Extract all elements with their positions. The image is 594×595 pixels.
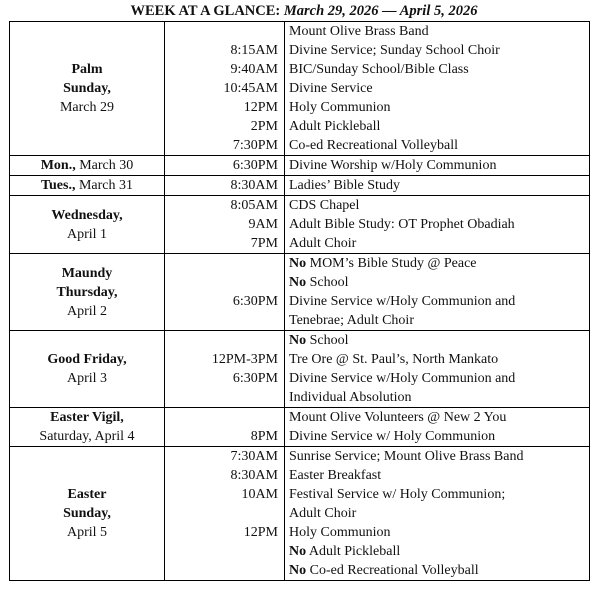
event-time: 7:30AM — [230, 449, 278, 464]
event-item — [289, 466, 589, 485]
event-text: Mount Olive Volunteers @ New 2 You — [289, 410, 507, 425]
event-item — [289, 447, 589, 466]
schedule-body — [10, 22, 590, 581]
day-row — [10, 331, 590, 408]
event-time — [165, 504, 278, 523]
day-cell — [10, 176, 165, 196]
event-text: Adult Bible Study: OT Prophet Obadiah — [289, 217, 515, 232]
event-time: 9AM — [248, 217, 278, 232]
event-time: 12PM-3PM — [211, 352, 278, 367]
day-date: April 5 — [66, 525, 108, 540]
day-name-continued: Sunday, — [63, 81, 111, 96]
times-cell — [165, 22, 285, 156]
event-time: 12PM — [243, 100, 278, 115]
event-item — [289, 60, 589, 79]
event-text: BIC/Sunday School/Bible Class — [289, 62, 469, 77]
events-cell — [285, 176, 590, 196]
event-text: CDS Chapel — [289, 198, 360, 213]
event-item — [289, 215, 589, 234]
event-item — [289, 388, 589, 407]
day-cell — [10, 196, 165, 254]
event-text: Co-ed Recreational Volleyball — [289, 138, 458, 153]
day-name: Tues., — [40, 178, 76, 193]
schedule-table — [9, 21, 590, 581]
event-time: 2PM — [250, 119, 278, 134]
event-time: 6:30PM — [232, 158, 278, 173]
event-time — [165, 561, 278, 580]
day-date: April 2 — [66, 303, 108, 319]
event-text: Festival Service w/ Holy Communion; — [289, 487, 506, 502]
title-label: WEEK AT A GLANCE: — [130, 3, 281, 19]
event-text: Sunrise Service; Mount Olive Brass Band — [289, 449, 524, 464]
event-item — [289, 196, 589, 215]
event-time — [165, 22, 278, 41]
event-time — [165, 408, 278, 427]
title-dates: March 29, 2026 — April 5, 2026 — [283, 3, 478, 19]
event-item — [289, 504, 589, 523]
times-cell — [165, 447, 285, 581]
event-text: Divine Service w/ Holy Communion — [289, 429, 496, 444]
event-no-prefix: No — [289, 544, 307, 559]
events-cell — [285, 254, 590, 331]
event-time: 7:30PM — [232, 138, 278, 153]
event-time: 8:15AM — [230, 43, 278, 58]
day-name-continued: Sunday, — [63, 506, 111, 521]
event-time: 6:30PM — [232, 294, 278, 309]
day-name: Palm — [71, 62, 103, 77]
day-label — [10, 156, 164, 175]
events-cell — [285, 331, 590, 408]
event-text: Adult Pickleball — [289, 119, 381, 134]
day-date: March 29 — [59, 100, 115, 115]
event-text: Adult Choir — [289, 236, 357, 251]
event-item — [289, 369, 589, 388]
times-cell — [165, 331, 285, 408]
day-name: Maundy — [61, 265, 113, 281]
event-item — [289, 523, 589, 542]
events-cell — [285, 196, 590, 254]
event-item — [289, 561, 589, 580]
day-date: Saturday, April 4 — [39, 429, 135, 444]
event-time: 8:30AM — [230, 468, 278, 483]
event-item — [289, 292, 589, 311]
event-item — [289, 98, 589, 117]
event-text: Tenebrae; Adult Choir — [289, 313, 414, 328]
event-text: Easter Breakfast — [289, 468, 382, 483]
day-name: Mon., — [40, 158, 76, 173]
page-title — [0, 0, 594, 22]
event-time: 12PM — [243, 525, 278, 540]
times-cell — [165, 254, 285, 331]
event-item — [289, 156, 589, 175]
event-text: Mount Olive Brass Band — [289, 24, 429, 39]
day-cell — [10, 331, 165, 408]
event-time: 9:40AM — [230, 62, 278, 77]
events-cell — [285, 22, 590, 156]
event-text: School — [306, 333, 349, 348]
day-name-continued: Thursday, — [56, 284, 118, 300]
event-time: 8PM — [250, 429, 278, 444]
event-text: Divine Service; Sunday School Choir — [289, 43, 500, 58]
event-no-prefix: No — [289, 256, 307, 271]
event-item — [289, 136, 589, 155]
event-text: Adult Choir — [289, 506, 357, 521]
day-name: Good Friday, — [47, 352, 127, 367]
event-item — [289, 22, 589, 41]
event-text: Tre Ore @ St. Paul’s, North Mankato — [289, 352, 499, 367]
day-cell — [10, 408, 165, 447]
event-item — [289, 41, 589, 60]
event-item — [289, 485, 589, 504]
event-text: Divine Service w/Holy Communion and — [289, 294, 516, 309]
event-text: Adult Pickleball — [306, 544, 401, 559]
day-cell — [10, 447, 165, 581]
event-time — [165, 331, 278, 350]
event-item — [289, 427, 589, 446]
event-text: Holy Communion — [289, 100, 391, 115]
event-item — [289, 176, 589, 195]
day-name: Wednesday, — [51, 207, 123, 223]
event-text: Divine Service — [289, 81, 373, 96]
event-item — [289, 273, 589, 292]
day-name: Easter — [67, 487, 107, 502]
day-row — [10, 156, 590, 176]
event-time — [165, 542, 278, 561]
event-item — [289, 331, 589, 350]
event-text: Co-ed Recreational Volleyball — [306, 563, 479, 578]
event-item — [289, 311, 589, 330]
day-row — [10, 254, 590, 331]
day-row — [10, 22, 590, 156]
day-label — [10, 176, 164, 195]
day-cell — [10, 254, 165, 331]
times-cell — [165, 408, 285, 447]
day-date: April 3 — [66, 371, 108, 386]
event-item — [289, 117, 589, 136]
events-cell — [285, 156, 590, 176]
event-text: MOM’s Bible Study @ Peace — [306, 256, 477, 271]
times-cell — [165, 176, 285, 196]
event-text: Individual Absolution — [289, 390, 412, 405]
event-time: 10:45AM — [223, 81, 278, 96]
event-text: Ladies’ Bible Study — [289, 178, 400, 193]
event-text: Divine Worship w/Holy Communion — [289, 158, 497, 173]
event-text: Divine Service w/Holy Communion and — [289, 371, 516, 386]
day-name: Easter Vigil, — [50, 410, 124, 425]
day-row — [10, 408, 590, 447]
event-time: 10AM — [241, 487, 278, 502]
event-no-prefix: No — [289, 563, 307, 578]
event-item — [289, 79, 589, 98]
event-time — [165, 388, 278, 407]
day-cell — [10, 22, 165, 156]
event-no-prefix: No — [289, 275, 307, 290]
times-cell — [165, 196, 285, 254]
event-time: 6:30PM — [232, 371, 278, 386]
event-item — [289, 350, 589, 369]
event-time: 8:05AM — [230, 198, 278, 213]
day-row — [10, 447, 590, 581]
event-item — [289, 254, 589, 273]
day-date: March 31 — [78, 178, 134, 193]
event-text: School — [306, 275, 349, 290]
event-item — [289, 542, 589, 561]
day-row — [10, 176, 590, 196]
day-date: April 1 — [66, 226, 108, 242]
day-row — [10, 196, 590, 254]
events-cell — [285, 408, 590, 447]
event-time: 8:30AM — [230, 178, 278, 193]
times-cell — [165, 156, 285, 176]
day-date: March 30 — [79, 158, 134, 173]
event-no-prefix: No — [289, 333, 307, 348]
event-time — [165, 273, 278, 292]
event-time — [165, 254, 278, 273]
event-text: Holy Communion — [289, 525, 391, 540]
event-time: 7PM — [250, 236, 278, 251]
events-cell — [285, 447, 590, 581]
event-item — [289, 234, 589, 253]
event-time — [165, 311, 278, 330]
day-cell — [10, 156, 165, 176]
event-item — [289, 408, 589, 427]
